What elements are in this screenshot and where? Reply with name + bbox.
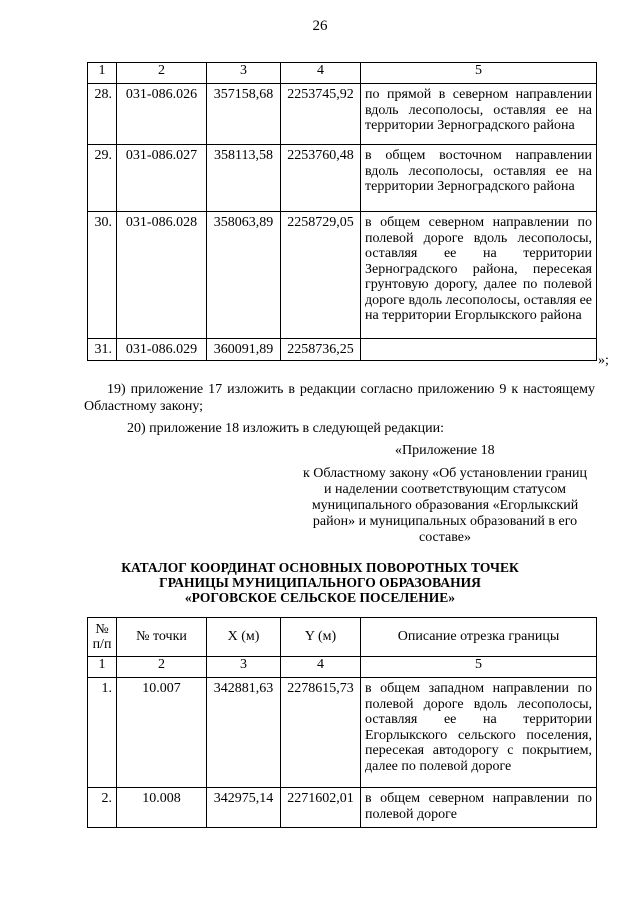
x-coordinate: 358063,89 <box>207 212 281 339</box>
point-id: 031-086.026 <box>117 84 207 145</box>
column-number-3: 3 <box>207 657 281 678</box>
coordinates-table-continued <box>87 62 597 361</box>
row-index: 1. <box>88 678 117 788</box>
y-coordinate: 2278615,73 <box>281 678 361 788</box>
table-row <box>88 212 597 339</box>
segment-description <box>361 339 597 361</box>
column-number-1: 1 <box>88 63 117 84</box>
y-coordinate: 2258729,05 <box>281 212 361 339</box>
column-number-5: 5 <box>361 657 597 678</box>
point-id: 031-086.027 <box>117 145 207 212</box>
table-row <box>88 788 597 828</box>
segment-description: в общем восточном направлении вдоль лесополосы, оставляя ее на территории Зерноградского района <box>361 145 597 212</box>
x-coordinate: 357158,68 <box>207 84 281 145</box>
table-row <box>88 145 597 212</box>
column-title-y: Y (м) <box>281 618 361 657</box>
table-header-row <box>88 657 597 678</box>
column-number-2: 2 <box>117 63 207 84</box>
appendix-reference: к Областному закону «Об установлении границ и наделении соответствующим статусом муниципального образования «Егорлыкский район» и муниципальных образований в его составе» <box>302 466 588 545</box>
y-coordinate: 2253760,48 <box>281 145 361 212</box>
column-number-4: 4 <box>281 63 361 84</box>
point-id: 10.008 <box>117 788 207 828</box>
column-title-x: X (м) <box>207 618 281 657</box>
table-title-row <box>88 618 597 657</box>
closing-quote-mark: »; <box>598 353 609 368</box>
catalog-title-line-1: КАТАЛОГ КООРДИНАТ ОСНОВНЫХ ПОВОРОТНЫХ ТОЧЕК <box>121 560 519 575</box>
table-header-row <box>88 63 597 84</box>
column-number-1: 1 <box>88 657 117 678</box>
catalog-title <box>0 560 640 605</box>
column-number-3: 3 <box>207 63 281 84</box>
y-coordinate: 2253745,92 <box>281 84 361 145</box>
point-id: 031-086.028 <box>117 212 207 339</box>
x-coordinate: 342975,14 <box>207 788 281 828</box>
segment-description: по прямой в северном направлении вдоль лесополосы, оставляя ее на территории Зерноградского района <box>361 84 597 145</box>
x-coordinate: 360091,89 <box>207 339 281 361</box>
row-index: 30. <box>88 212 117 339</box>
column-number-4: 4 <box>281 657 361 678</box>
paragraph-19: 19) приложение 17 изложить в редакции согласно приложению 9 к настоящему Областному закону; <box>84 382 595 414</box>
page-number: 26 <box>312 18 328 34</box>
point-id: 10.007 <box>117 678 207 788</box>
row-index: 29. <box>88 145 117 212</box>
y-coordinate: 2258736,25 <box>281 339 361 361</box>
point-id: 031-086.029 <box>117 339 207 361</box>
row-index: 2. <box>88 788 117 828</box>
catalog-title-line-3: «РОГОВСКОЕ СЕЛЬСКОЕ ПОСЕЛЕНИЕ» <box>184 590 456 605</box>
column-title-index: № п/п <box>88 618 117 657</box>
segment-description: в общем северном направлении по полевой дороге вдоль лесополосы, оставляя ее на территории Зерноградского района, пересекая грунтовую дорогу, далее по полевой дороге вдоль лесополосы, оставляя ее на территории Егорлыкского района <box>361 212 597 339</box>
column-number-5: 5 <box>361 63 597 84</box>
paragraph-20: 20) приложение 18 изложить в следующей редакции: <box>127 421 444 436</box>
column-title-description: Описание отрезка границы <box>361 618 597 657</box>
row-index: 31. <box>88 339 117 361</box>
table-row <box>88 339 597 361</box>
appendix-title: «Приложение 18 <box>395 443 495 458</box>
catalog-title-line-2: ГРАНИЦЫ МУНИЦИПАЛЬНОГО ОБРАЗОВАНИЯ <box>159 575 481 590</box>
y-coordinate: 2271602,01 <box>281 788 361 828</box>
coordinates-catalog-table <box>87 617 597 828</box>
column-number-2: 2 <box>117 657 207 678</box>
segment-description: в общем западном направлении по полевой дороге вдоль лесополосы, оставляя ее на территории Егорлыкского сельского поселения, пересекая автодорогу с покрытием, далее по полевой дороге <box>361 678 597 788</box>
x-coordinate: 342881,63 <box>207 678 281 788</box>
x-coordinate: 358113,58 <box>207 145 281 212</box>
table-row <box>88 678 597 788</box>
segment-description: в общем северном направлении по полевой дороге <box>361 788 597 828</box>
row-index: 28. <box>88 84 117 145</box>
column-title-point: № точки <box>117 618 207 657</box>
table-row <box>88 84 597 145</box>
